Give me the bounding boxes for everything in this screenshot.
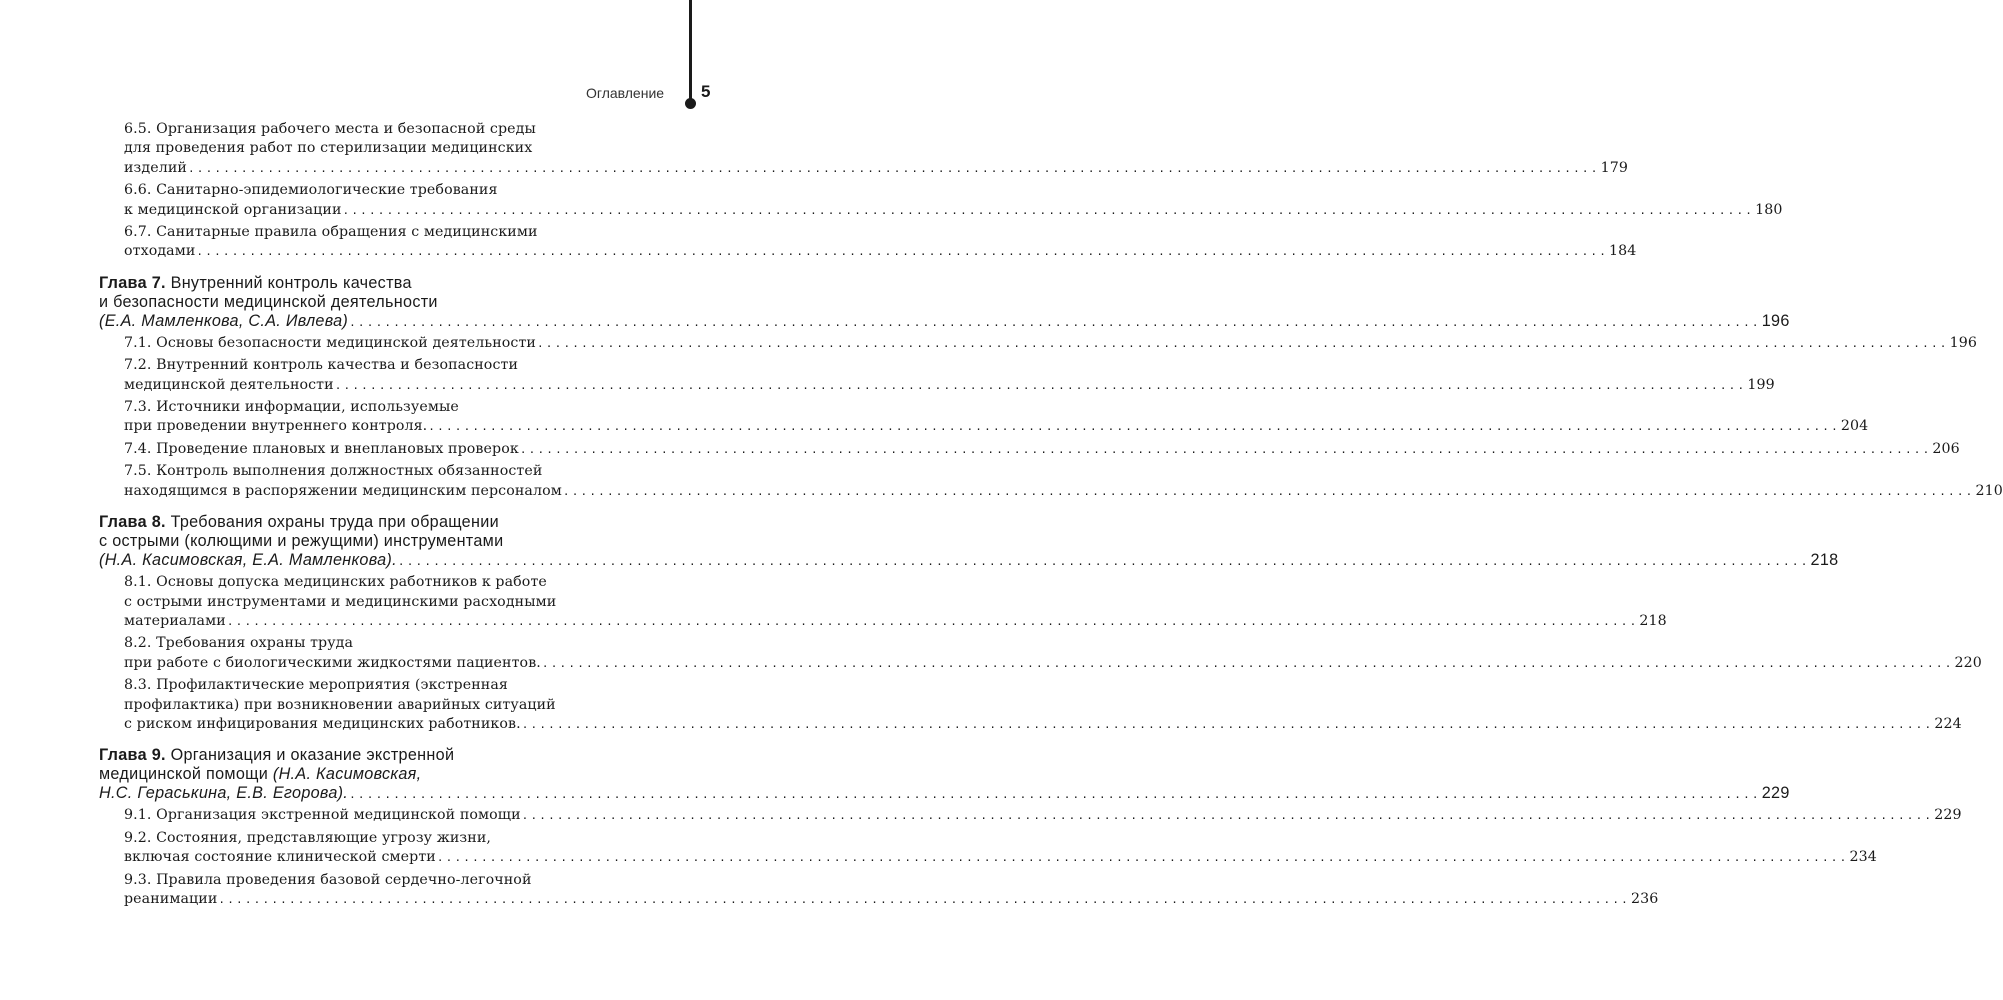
toc-entry-text: медицинской деятельности [124, 376, 334, 393]
toc-page-number: 180 [1755, 201, 1783, 218]
toc-page-number: 210 [1975, 482, 2003, 499]
toc-entry-text: 7.3. Источники информации, используемые [124, 399, 459, 416]
chapter-title: и безопасности медицинской деятельности [99, 292, 438, 311]
dot-leader: ................................................................................................................................................................ [334, 378, 1747, 392]
dot-leader: ................................................................................................................................................................ [342, 203, 1755, 217]
toc-entry-7-4[interactable] [124, 440, 1960, 459]
toc-entry-text: для проведения работ по стерилизации медицинских [124, 140, 533, 157]
toc-entry-text: материалами [124, 612, 226, 629]
toc-entry-text: при проведении внутреннего контроля. [124, 418, 428, 435]
toc-entry-text: 6.6. Санитарно-эпидемиологические требования [124, 182, 498, 199]
dot-leader: ................................................................................................................................................................ [436, 851, 1849, 865]
toc-entry-text: с риском инфицирования медицинских работников. [124, 715, 521, 732]
toc-chapter-9[interactable] [99, 746, 1790, 804]
toc-page-number: 229 [1934, 807, 1962, 824]
toc-page-number: 179 [1600, 159, 1628, 176]
toc-page-number: 218 [1639, 612, 1667, 629]
dot-leader: ................................................................................................................................................................ [226, 614, 1639, 628]
dot-leader: ................................................................................................................................................................ [519, 442, 1932, 456]
toc-entry-6-6[interactable] [124, 181, 1783, 220]
header-rule [689, 0, 692, 103]
toc-page-number: 204 [1840, 418, 1869, 435]
dot-leader: ................................................................................................................................................................ [349, 788, 1761, 802]
toc-page-number: 234 [1849, 849, 1877, 866]
dot-leader: ................................................................................................................................................................ [218, 892, 1630, 906]
header-rule-dot [685, 98, 696, 109]
chapter-label: Глава 8. [99, 513, 166, 532]
toc-entry-text: 7.2. Внутренний контроль качества и безопасности [124, 357, 518, 374]
chapter-title: медицинской помощи [99, 765, 273, 784]
dot-leader: ................................................................................................................................................................ [349, 315, 1761, 329]
toc-entry-text: 8.1. Основы допуска медицинских работников к работе [124, 574, 547, 591]
toc-page-number: 199 [1747, 376, 1775, 393]
toc-chapter-8[interactable] [99, 513, 1839, 571]
toc-entry-text: изделий [124, 159, 187, 176]
chapter-authors: (Е.А. Мамленкова, С.А. Ивлева) [99, 311, 349, 330]
toc-entry-text: при работе с биологическими жидкостями пациентов. [124, 654, 541, 671]
chapter-title: Внутренний контроль качества [165, 273, 412, 292]
toc-entry-text: 9.3. Правила проведения базовой сердечно-легочной [124, 871, 532, 888]
toc-entry-text: включая состояние клинической смерти [124, 849, 436, 866]
toc-page-number: 184 [1609, 243, 1637, 260]
toc-page-number: 196 [1761, 311, 1790, 330]
chapter-authors: (Н.А. Касимовская, Е.А. Мамленкова). [99, 551, 397, 570]
dot-leader: ................................................................................................................................................................ [196, 245, 1609, 259]
table-of-contents [99, 120, 2003, 912]
toc-entry-7-3[interactable] [124, 398, 1869, 437]
toc-entry-9-3[interactable] [124, 871, 1659, 910]
toc-page-number: 224 [1934, 715, 1962, 732]
toc-page-number: 220 [1954, 654, 1982, 671]
dot-leader: ................................................................................................................................................................ [397, 555, 1810, 569]
page-number: 5 [701, 82, 711, 101]
toc-page-number: 218 [1810, 551, 1839, 570]
toc-entry-text: 7.5. Контроль выполнения должностных обязанностей [124, 463, 543, 480]
chapter-authors: Н.С. Гераськина, Е.В. Егорова). [99, 784, 349, 803]
toc-entry-8-1[interactable] [124, 573, 1667, 631]
toc-entry-text: отходами [124, 243, 196, 260]
toc-entry-6-5[interactable] [124, 120, 1628, 178]
toc-entry-text: реанимации [124, 890, 218, 907]
dot-leader: ................................................................................................................................................................ [541, 656, 1954, 670]
toc-entry-text: 7.1. Основы безопасности медицинской деятельности [124, 334, 536, 351]
dot-leader: ................................................................................................................................................................ [521, 717, 1934, 731]
toc-entry-9-1[interactable] [124, 806, 1962, 825]
toc-entry-text: 9.1. Организация экстренной медицинской помощи [124, 807, 521, 824]
chapter-title: с острыми (колющими и режущими) инструментами [99, 532, 504, 551]
chapter-title: Организация и оказание экстренной [165, 746, 455, 765]
dot-leader: ................................................................................................................................................................ [536, 336, 1949, 350]
chapter-label: Глава 9. [99, 746, 166, 765]
dot-leader: ................................................................................................................................................................ [428, 420, 1840, 434]
running-title: Оглавление [586, 85, 665, 101]
toc-entry-text: находящимся в распоряжении медицинским персоналом [124, 482, 562, 499]
toc-entry-7-5[interactable] [124, 462, 2003, 501]
toc-entry-text: с острыми инструментами и медицинскими расходными [124, 593, 557, 610]
toc-entry-text: 6.7. Санитарные правила обращения с медицинскими [124, 224, 538, 241]
toc-entry-text: 9.2. Состояния, представляющие угрозу жизни, [124, 829, 491, 846]
dot-leader: ................................................................................................................................................................ [521, 809, 1934, 823]
toc-chapter-7[interactable] [99, 273, 1790, 332]
toc-entry-7-1[interactable] [124, 334, 1977, 353]
toc-page-number: 229 [1761, 784, 1790, 803]
toc-page-number: 196 [1949, 334, 1977, 351]
chapter-title: Требования охраны труда при обращении [165, 513, 499, 532]
toc-entry-text: 8.2. Требования охраны труда [124, 635, 354, 652]
toc-entry-text: 7.4. Проведение плановых и внеплановых проверок [124, 440, 519, 457]
chapter-authors: (Н.А. Касимовская, [272, 765, 422, 784]
toc-entry-6-7[interactable] [124, 223, 1637, 262]
toc-entry-text: 6.5. Организация рабочего места и безопасной среды [124, 121, 536, 137]
toc-page-number: 206 [1932, 440, 1960, 457]
toc-page-number: 236 [1631, 890, 1659, 907]
toc-entry-8-3[interactable] [124, 676, 1962, 734]
dot-leader: ................................................................................................................................................................ [187, 161, 1600, 175]
toc-entry-text: 8.3. Профилактические мероприятия (экстренная [124, 677, 508, 694]
toc-entry-7-2[interactable] [124, 356, 1775, 395]
toc-entry-8-2[interactable] [124, 634, 1982, 673]
dot-leader: ................................................................................................................................................................ [562, 484, 1975, 498]
toc-entry-text: профилактика) при возникновении аварийных ситуаций [124, 696, 556, 713]
chapter-label: Глава 7. [99, 273, 166, 292]
toc-entry-9-2[interactable] [124, 829, 1877, 868]
toc-entry-text: к медицинской организации [124, 201, 342, 218]
